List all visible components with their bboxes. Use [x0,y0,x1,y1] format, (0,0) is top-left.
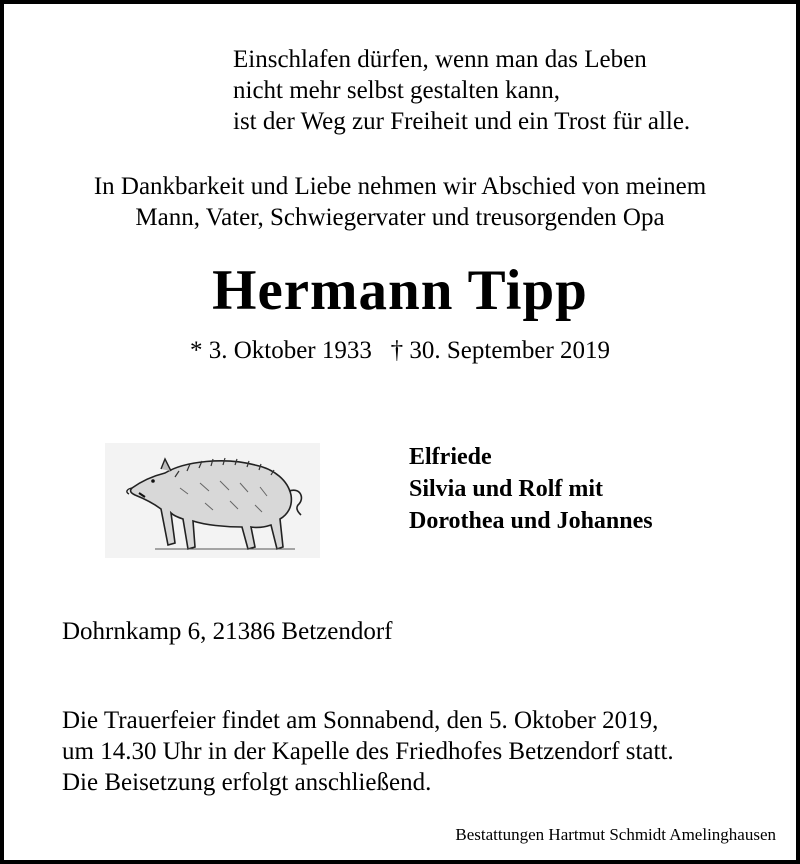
family-names [409,441,653,537]
service-line: Die Trauerfeier findet am Sonnabend, den 5. Oktober 2019, [62,707,659,734]
deceased-name: Hermann Tipp [212,259,588,322]
poem-line: Einschlafen dürfen, wenn man das Leben [233,46,647,73]
family-line: Silvia und Rolf mit [409,476,604,502]
service-line: Die Beisetzung erfolgt anschließend. [62,769,432,796]
intro-line: In Dankbarkeit und Liebe nehmen wir Abschied von meinem [93,173,707,200]
funeral-home: Bestattungen Hartmut Schmidt Amelinghausen [455,825,776,844]
intro-line: Mann, Vater, Schwiegervater und treusorgenden Opa [135,204,665,231]
family-line: Dorothea und Johannes [409,508,653,534]
birth-date: * 3. Oktober 1933 [189,337,372,364]
wild-boar-icon [105,443,320,558]
poem-line: nicht mehr selbst gestalten kann, [233,77,561,104]
intro-text [0,171,800,233]
service-line: um 14.30 Uhr in der Kapelle des Friedhofes Betzendorf statt. [62,738,674,765]
poem [233,44,690,137]
service-info [62,705,674,798]
family-line: Elfriede [409,444,492,470]
life-dates [0,335,800,366]
poem-line: ist der Weg zur Freiheit und ein Trost für alle. [233,108,691,135]
address: Dohrnkamp 6, 21386 Betzendorf [62,618,393,645]
death-date: † 30. September 2019 [390,337,611,364]
